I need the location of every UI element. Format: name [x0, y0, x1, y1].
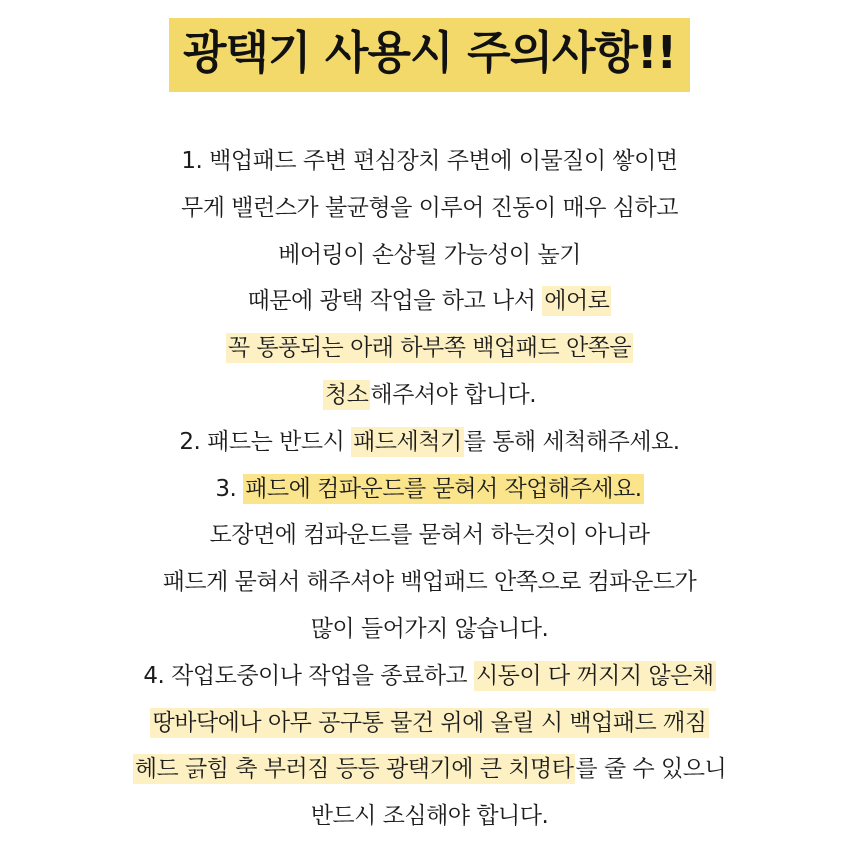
notice-line [0, 653, 859, 700]
text-segment: 패드게 묻혀서 해주셔야 백업패드 안쪽으로 컴파운드가 [162, 569, 697, 596]
page-title: 광택기 사용시 주의사항!! [169, 18, 690, 92]
highlighted-text: 시동이 다 꺼지지 않은채 [475, 662, 714, 689]
text-segment: 무게 밸런스가 불균형을 이루어 진동이 매우 심하고 [181, 194, 678, 221]
notice-body [0, 138, 859, 840]
text-segment: 도장면에 컴파운드를 묻혀서 하는것이 아니라 [209, 522, 650, 549]
notice-line [0, 372, 859, 419]
highlighted-text: 청소 [324, 381, 369, 408]
highlighted-text: 패드에 컴파운드를 묻혀서 작업해주세요. [245, 475, 642, 502]
notice-line [0, 746, 859, 793]
notice-line [0, 559, 859, 606]
highlighted-text: 패드세척기 [353, 428, 462, 455]
text-segment: 때문에 광택 작업을 하고 나서 [247, 288, 543, 315]
notice-line [0, 466, 859, 513]
notice-line [0, 606, 859, 653]
highlighted-text: 에어로 [544, 288, 610, 315]
notice-line [0, 325, 859, 372]
notice-line [0, 232, 859, 279]
text-segment: 2. 패드는 반드시 [179, 428, 352, 455]
notice-line [0, 138, 859, 185]
text-segment: 해주셔야 합니다. [370, 381, 537, 408]
text-segment: 를 줄 수 있으니 [575, 756, 727, 783]
text-segment: 4. 작업도중이나 작업을 종료하고 [143, 662, 474, 689]
highlighted-text: 땅바닥에나 아무 공구통 물건 위에 올릴 시 백업패드 깨짐 [152, 709, 707, 736]
highlighted-text: 꼭 통풍되는 아래 하부쪽 백업패드 안쪽을 [227, 335, 632, 362]
notice-line [0, 278, 859, 325]
title-banner [0, 18, 859, 92]
notice-line [0, 793, 859, 840]
text-segment: 3. [215, 475, 244, 502]
highlighted-text: 헤드 긁힘 축 부러짐 등등 광택기에 큰 치명타 [134, 756, 574, 783]
text-segment: 반드시 조심해야 합니다. [310, 803, 549, 830]
notice-line [0, 512, 859, 559]
notice-line [0, 700, 859, 747]
text-segment: 를 통해 세척해주세요. [463, 428, 680, 455]
notice-line [0, 185, 859, 232]
notice-line [0, 419, 859, 466]
text-segment: 많이 들어가지 않습니다. [310, 615, 549, 642]
text-segment: 베어링이 손상될 가능성이 높기 [278, 241, 581, 268]
text-segment: 1. 백업패드 주변 편심장치 주변에 이물질이 쌓이면 [181, 148, 678, 174]
